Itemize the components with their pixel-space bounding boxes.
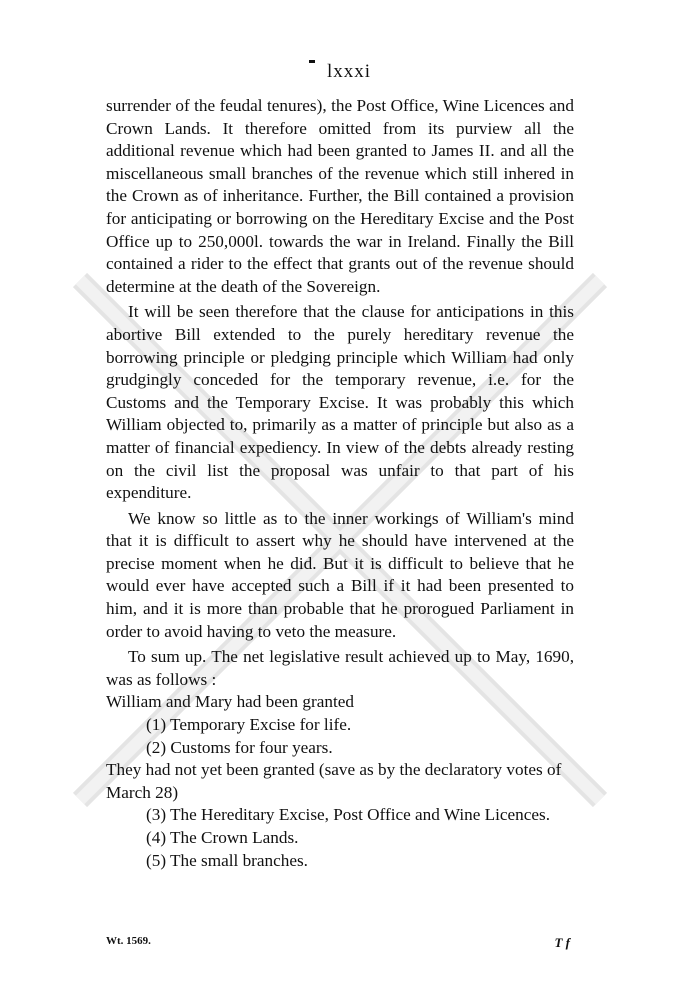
paragraph-6: They had not yet been granted (save as by the declaratory votes of March 28)	[106, 760, 562, 802]
footer-print-mark: Wt. 1569.	[106, 935, 151, 947]
list-item: (2) Customs for four years.	[146, 737, 333, 757]
list-item: (1) Temporary Excise for life.	[146, 715, 352, 735]
footer-signature: T f	[554, 935, 570, 950]
list-item: (4) The Crown Lands.	[146, 828, 299, 847]
list-item: (5) The small branches.	[146, 850, 308, 870]
folio-mark	[309, 60, 315, 63]
page-number	[106, 60, 574, 83]
page-body	[106, 60, 574, 872]
paragraph-2: It will be seen therefore that the clause for anticipations in this abortive Bill extended to the purely hereditary revenue the borrowing principle or pledging principle which William had only grudgingly conceded for the temporary revenue, i.e. for the Customs and the Temporary Excise. It was probably this which William objected to, primarily as a matter of principle but also as a matter of financial expediency. In view of the debts already resting on the civil list the proposal was unfair to that part of his expenditure.	[106, 302, 574, 503]
paragraph-1: surrender of the feudal tenures), the Post Office, Wine Licences and Crown Lands. It therefore omitted from its purview all the additional revenue which had been granted to James II. and all the miscellaneous small branches of the revenue which still inhered in the Crown as of inheritance. Further, the Bill contained a provision for anticipating or borrowing on the Hereditary Excise and the Post Office up to 250,000l. towards the war in Ireland. Finally the Bill contained a rider to the effect that grants out of the revenue should determine at the death of the Sovereign.	[106, 96, 574, 296]
paragraph-4: To sum up. The net legislative result achieved up to May, 1690, was as follows :	[106, 647, 574, 689]
paragraph-3: We know so little as to the inner workings of William's mind that it is difficult to assert why he should have intervened at the precise moment when he did. But it is difficult to believe that he would ever have accepted such a Bill if it had been presented to him, and it is more than probable that he prorogued Parliament in order to avoid having to veto the measure.	[106, 508, 574, 641]
list-item: (3) The Hereditary Excise, Post Office and Wine Licences.	[146, 805, 551, 825]
paragraph-5: William and Mary had been granted	[106, 692, 354, 712]
folio-text: lxxxi	[326, 61, 372, 82]
